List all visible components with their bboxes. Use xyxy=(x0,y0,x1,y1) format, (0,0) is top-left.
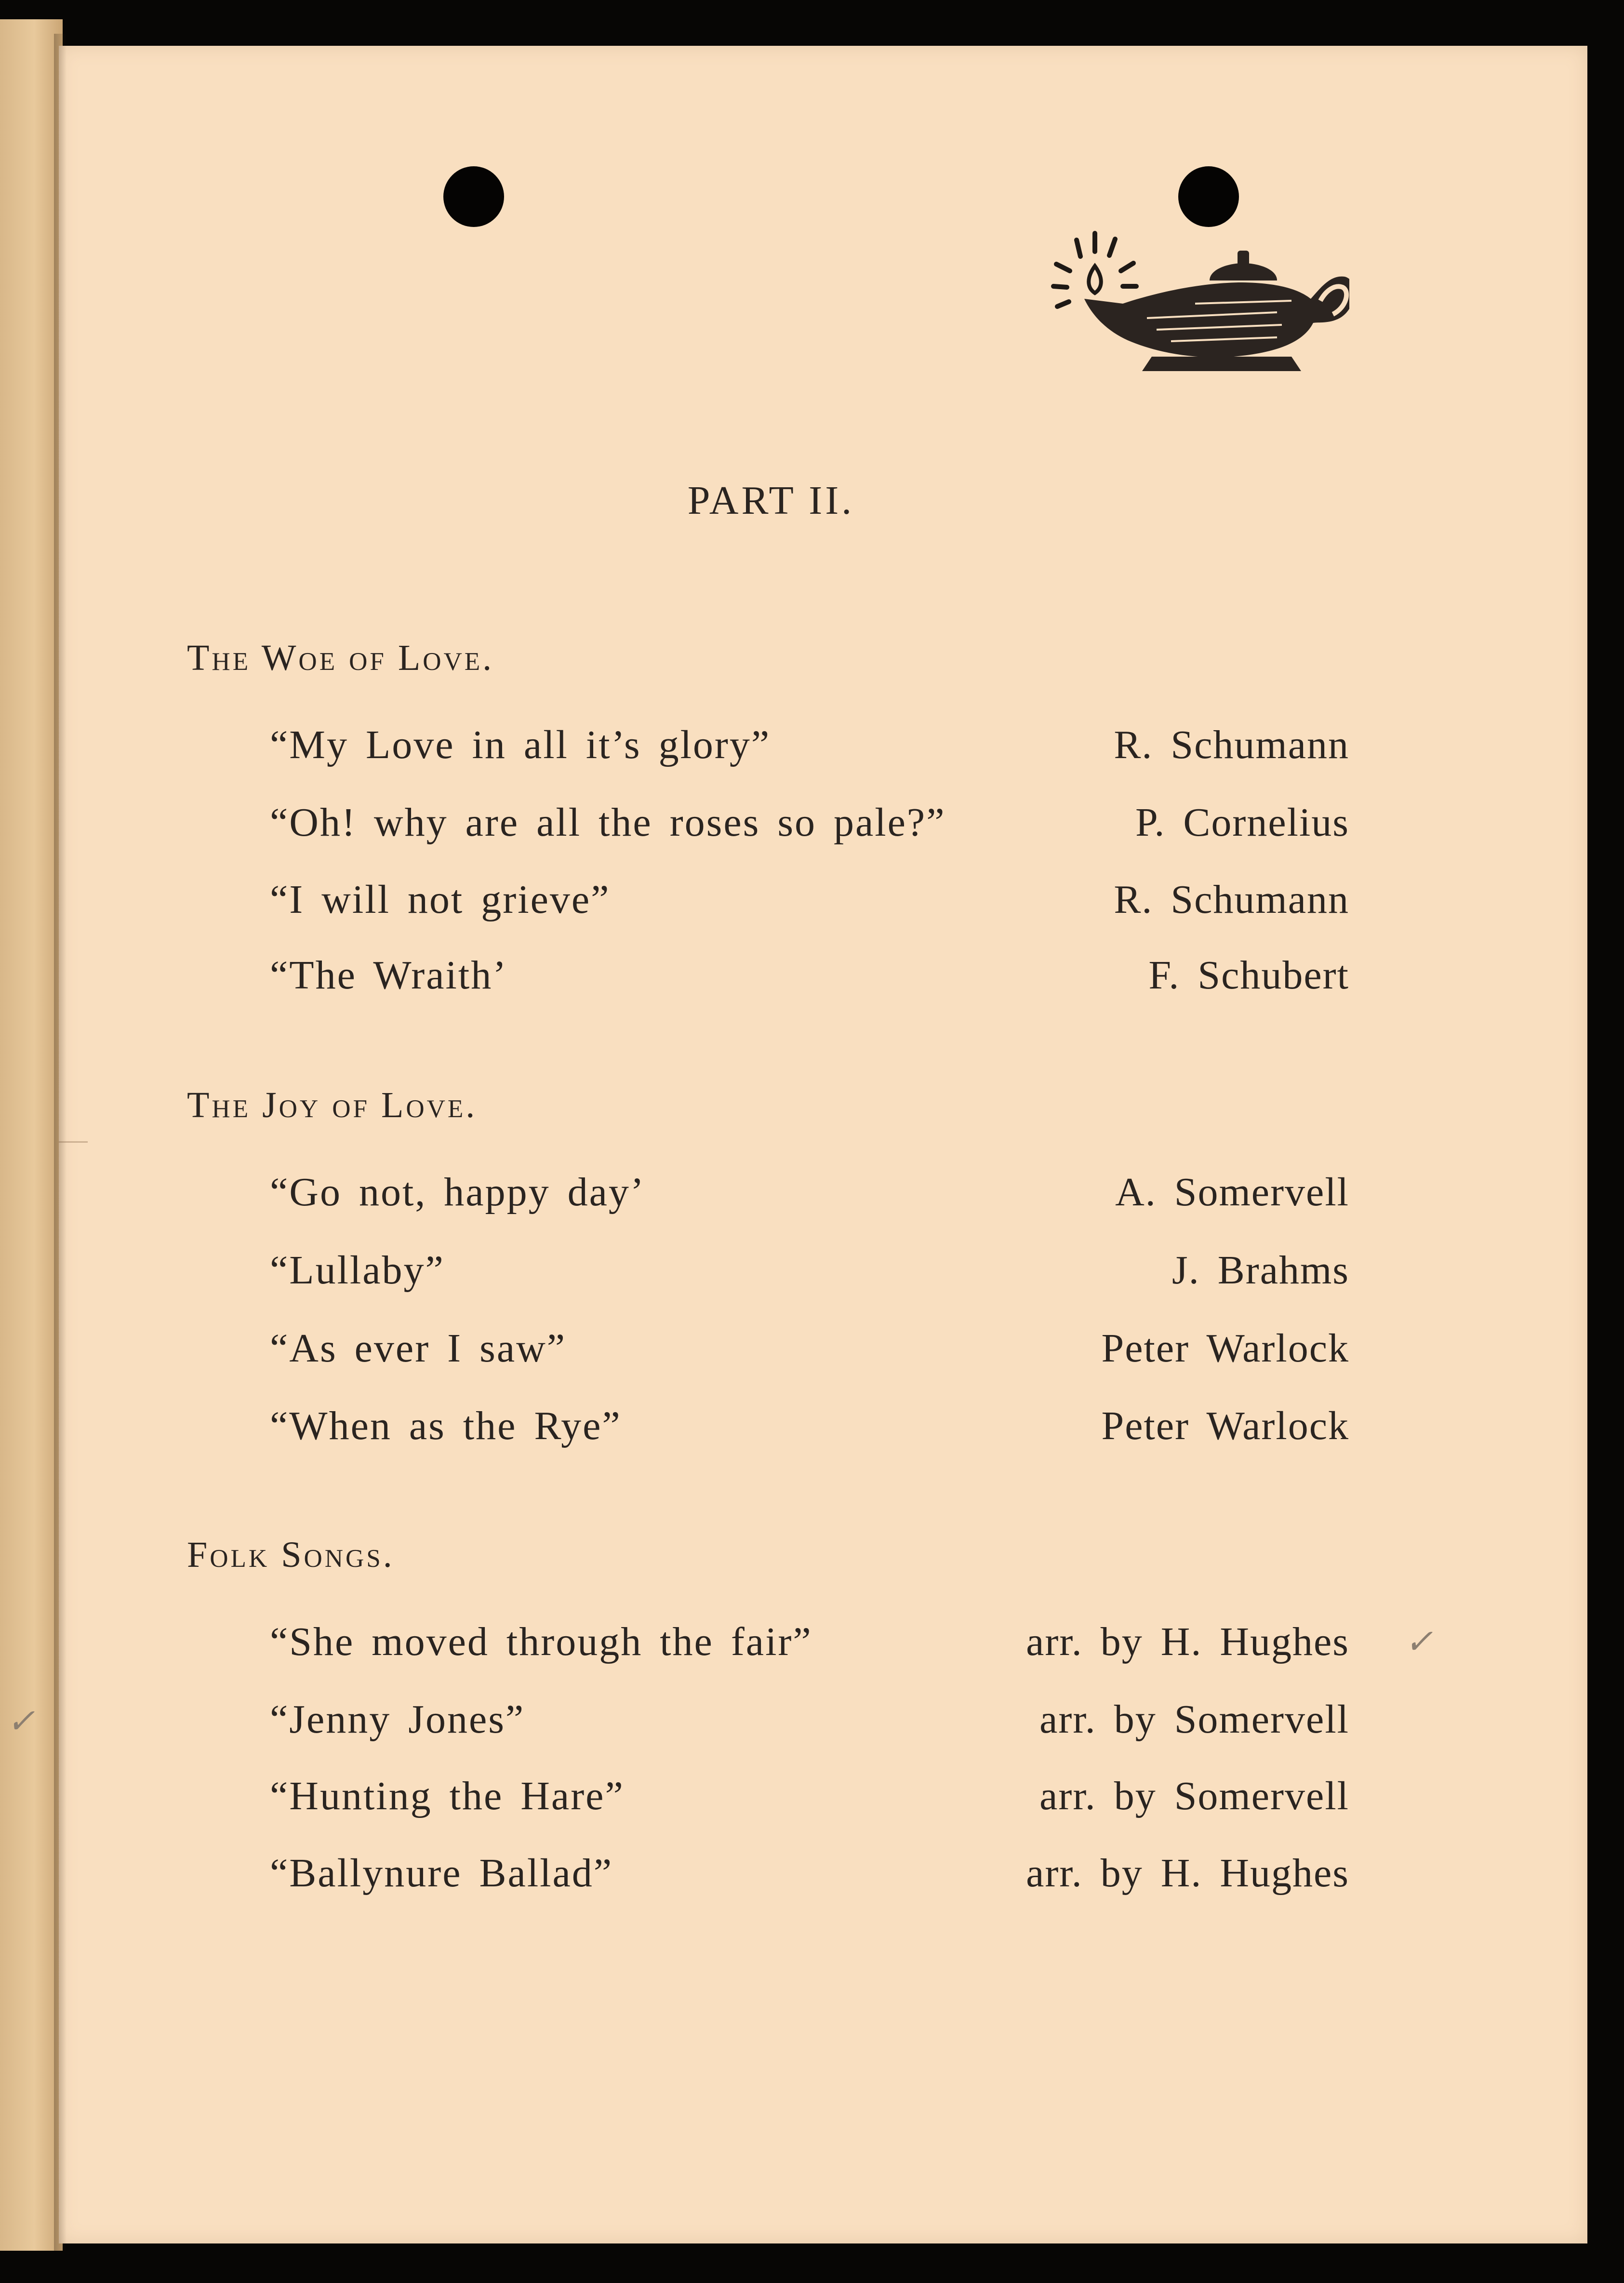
composer-name: Peter Warlock xyxy=(1101,1403,1349,1448)
song-title: “Oh! why are all the roses so pale?” xyxy=(270,800,946,845)
composer-name: Peter Warlock xyxy=(1101,1326,1349,1371)
program-item xyxy=(270,1618,1349,1671)
program-item xyxy=(270,1696,1349,1749)
song-title: “Hunting the Hare” xyxy=(270,1774,625,1818)
song-title: “Go not, happy day’ xyxy=(270,1170,645,1215)
pencil-check-mark: ✓ xyxy=(1405,1624,1433,1661)
composer-name: arr. by H. Hughes xyxy=(1026,1851,1349,1896)
fold-mark xyxy=(59,1141,88,1143)
song-title: “The Wraith’ xyxy=(270,953,508,998)
composer-name: P. Cornelius xyxy=(1135,800,1349,845)
composer-name: arr. by Somervell xyxy=(1039,1697,1349,1742)
song-title: “Jenny Jones” xyxy=(270,1697,525,1742)
song-title: “When as the Rye” xyxy=(270,1403,622,1448)
program-page xyxy=(59,46,1587,2243)
program-item xyxy=(270,1850,1349,1903)
program-item xyxy=(270,1169,1349,1222)
page-title: PART II. xyxy=(687,478,855,523)
pencil-check-mark-margin: ✓ xyxy=(7,1703,35,1740)
section-heading-joy-of-love: The Joy of Love. xyxy=(187,1085,478,1125)
program-item xyxy=(270,952,1349,1005)
program-item xyxy=(270,1247,1349,1300)
composer-name: R. Schumann xyxy=(1114,722,1349,767)
program-item xyxy=(270,876,1349,929)
composer-name: A. Somervell xyxy=(1115,1170,1349,1215)
program-item xyxy=(270,1402,1349,1455)
previous-page-edge xyxy=(0,19,63,2251)
song-title: “Ballynure Ballad” xyxy=(270,1851,613,1896)
song-title: “I will not grieve” xyxy=(270,877,611,922)
composer-name: arr. by H. Hughes xyxy=(1026,1619,1349,1664)
composer-name: F. Schubert xyxy=(1148,953,1349,998)
program-item xyxy=(270,799,1349,852)
composer-name: R. Schumann xyxy=(1114,877,1349,922)
oil-lamp-icon xyxy=(1051,227,1349,381)
song-title: “My Love in all it’s glory” xyxy=(270,722,771,767)
program-item xyxy=(270,1773,1349,1826)
composer-name: J. Brahms xyxy=(1172,1248,1349,1293)
section-heading-folk-songs: Folk Songs. xyxy=(187,1535,395,1575)
song-title: “As ever I saw” xyxy=(270,1326,567,1371)
program-item xyxy=(270,721,1349,774)
composer-name: arr. by Somervell xyxy=(1039,1774,1349,1818)
program-item xyxy=(270,1325,1349,1378)
song-title: “Lullaby” xyxy=(270,1248,445,1293)
song-title: “She moved through the fair” xyxy=(270,1619,812,1664)
section-heading-woe-of-love: The Woe of Love. xyxy=(187,638,494,678)
punch-hole-right xyxy=(1178,166,1239,227)
punch-hole-left xyxy=(443,166,504,227)
